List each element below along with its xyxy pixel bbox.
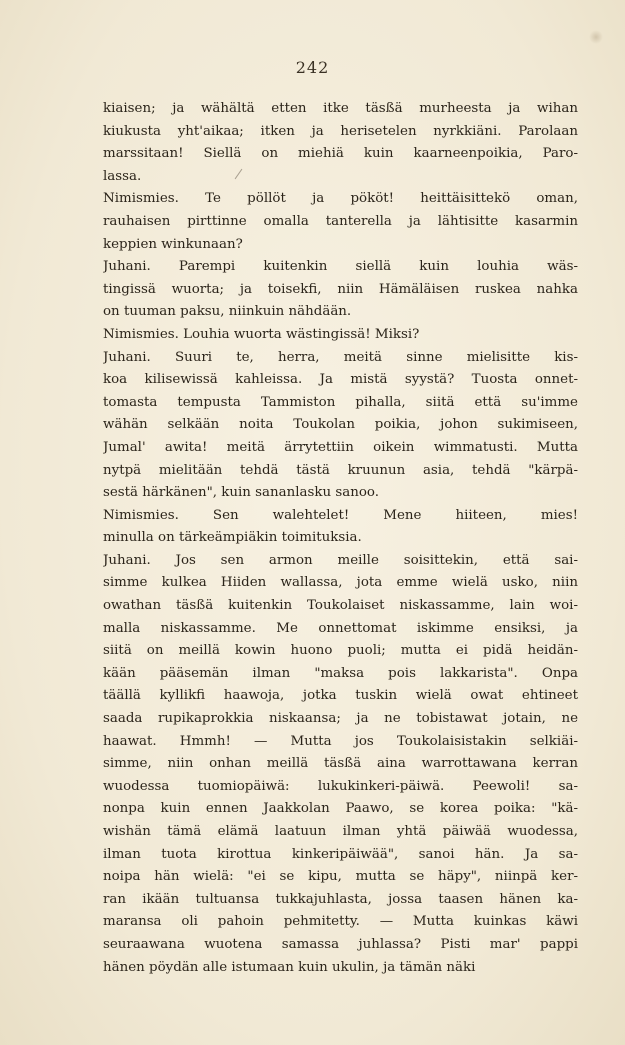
text-line: Juhani. Parempi kuitenkin siellä kuin louhia wäs-	[103, 259, 578, 275]
text-line: ran ikään tultuansa tukkajuhlasta, jossa taasen hänen ka-	[103, 891, 578, 907]
text-line: nonpa kuin ennen Jaakkolan Paawo, se korea poika: "kä-	[103, 801, 578, 817]
text-line: Nimismies. Te pöllöt ja pököt! heittäisittekö oman,	[103, 191, 578, 207]
text-line: owathan täsßä kuitenkin Toukolaiset niskassamme, lain woi-	[103, 598, 578, 614]
text-line: Nimismies. Sen walehtelet! Mene hiiteen, mies!	[103, 507, 578, 523]
text-line: kiaisen; ja wähältä etten itke täsßä murheesta ja wihan	[103, 101, 578, 116]
text-line: hänen pöydän alle istumaan kuin ukulin, ja tämän näki	[103, 959, 476, 975]
text-line: Juhani. Suuri te, herra, meitä sinne mielisitte kis-	[103, 349, 578, 365]
text-line: sestä härkänen", kuin sananlasku sanoo.	[103, 485, 379, 501]
text-line: malla niskassamme. Me onnettomat iskimme ensiksi, ja	[103, 620, 578, 636]
text-line: simme kulkea Hiiden wallassa, jota emme wielä usko, niin	[103, 575, 578, 591]
text-line: siitä on meillä kowin huono puoli; mutta ei pidä heidän-	[103, 643, 578, 659]
text-line: minulla on tärkeämpiäkin toimituksia.	[103, 530, 362, 546]
text-line: täällä kyllikfi haawoja, jotka tuskin wielä owat ehtineet	[103, 688, 578, 704]
text-line: seuraawana wuotena samassa juhlassa? Pisti mar' pappi	[103, 936, 578, 952]
text-line: marssitaan! Siellä on miehiä kuin kaarneenpoikia, Paro-	[103, 146, 578, 162]
text-line: noipa hän wielä: "ei se kipu, mutta se häpy", niinpä ker-	[103, 869, 578, 885]
body-text	[103, 98, 578, 979]
text-line: keppien winkunaan?	[103, 236, 243, 252]
text-line: nytpä mielitään tehdä tästä kruunun asia, tehdä "kärpä-	[103, 462, 578, 478]
page-number: 242	[295, 58, 330, 77]
text-line: wishän tämä elämä laatuun ilman yhtä päiwää wuodessa,	[103, 824, 578, 839]
text-line: lassa.	[103, 168, 142, 184]
text-line: maransa oli pahoin pehmitetty. — Mutta kuinkas käwi	[103, 914, 578, 930]
text-line: wuodessa tuomiopäiwä: lukukinkeri-päiwä. Peewoli! sa-	[103, 778, 578, 794]
text-line: simme, niin onhan meillä täsßä aina warrottawana kerran	[103, 756, 578, 772]
text-line: Nimismies. Louhia wuorta wästingissä! Miksi?	[103, 326, 420, 342]
text-line: haawat. Hmmh! — Mutta jos Toukolaisistakin selkiäi-	[103, 733, 578, 749]
text-line: rauhaisen pirttinne omalla tanterella ja lähtisitte kasarmin	[103, 213, 578, 229]
text-line: wähän selkään noita Toukolan poikia, johon sukimiseen,	[103, 417, 578, 433]
text-line: tingissä wuorta; ja toisekfi, niin Hämäläisen ruskea nahka	[103, 281, 578, 297]
text-line: koa kilisewissä kahleissa. Ja mistä syystä? Tuosta onnet-	[103, 372, 578, 388]
text-line: ilman tuota kirottua kinkeripäiwää", sanoi hän. Ja sa-	[103, 846, 578, 862]
text-line: kiukusta yht'aikaa; itken ja herisetelen nyrkkiäni. Parolaan	[103, 123, 578, 139]
text-line: saada rupikaprokkia niskaansa; ja ne tobistawat jotain, ne	[103, 711, 578, 727]
text-line: on tuuman paksu, niinkuin nähdään.	[103, 304, 352, 320]
paper-stain	[589, 30, 603, 44]
text-line: tomasta tempusta Tammiston pihalla, siitä että su'imme	[103, 394, 578, 410]
text-line: Jumal' awita! meitä ärrytettiin oikein wimmatusti. Mutta	[103, 439, 578, 455]
text-line: Juhani. Jos sen armon meille soisittekin, että sai-	[103, 552, 578, 568]
text-line: kään pääsemän ilman "maksa pois lakkarista". Onpa	[103, 665, 578, 681]
